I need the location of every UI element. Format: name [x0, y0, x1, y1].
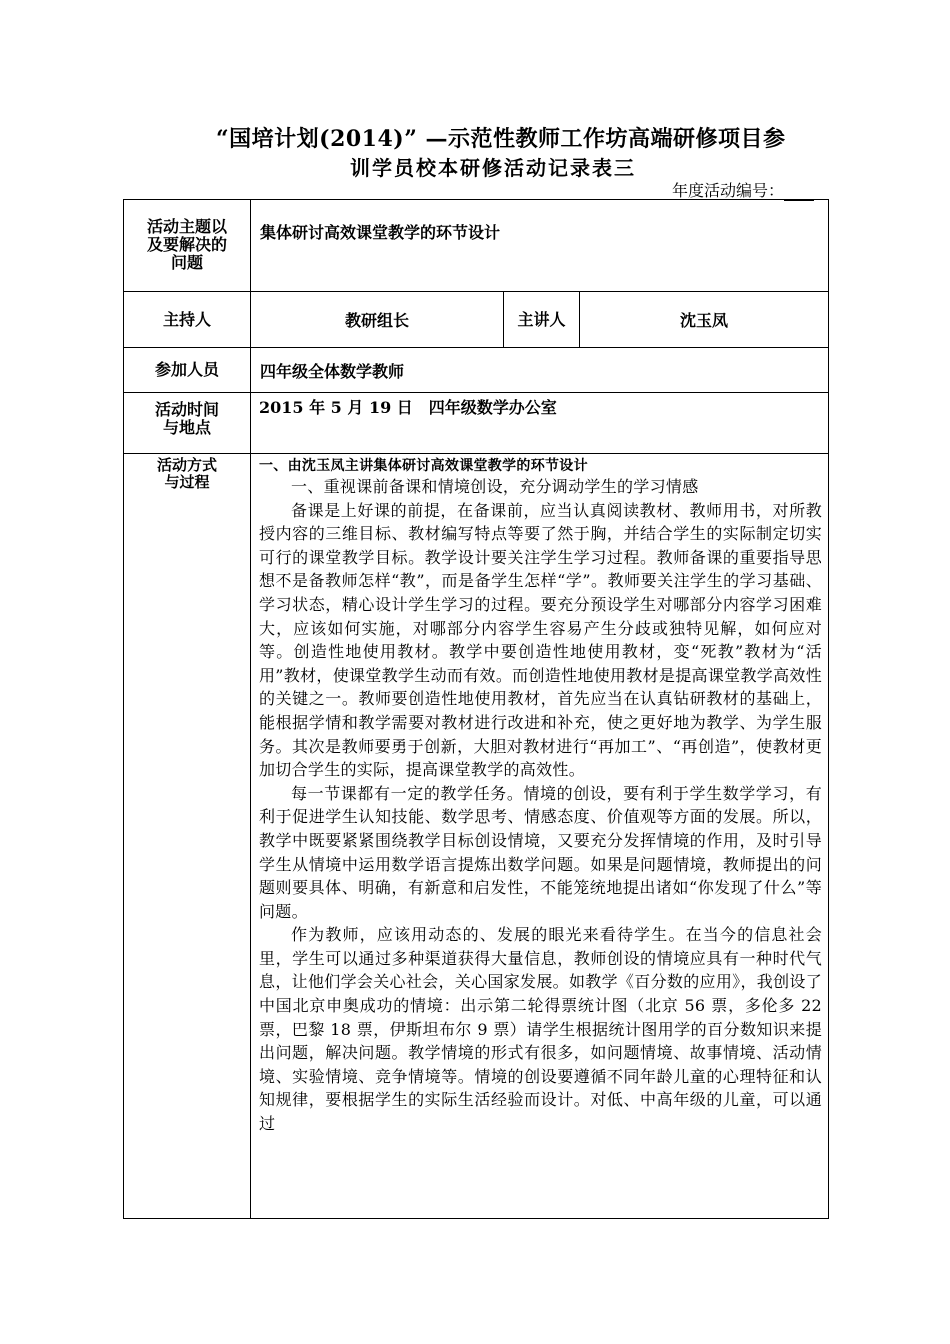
paragraph-2: 每一节课都有一定的教学任务。情境的创设，要有利于学生数学学习，有利于促进学生认知技能、数学思考、情感态度、价值观等方面的发展。所以，教学中既要紧紧围绕教学目标创设情境，又要充分发挥情境的作用，及时引导学生从情境中运用数学语言提炼出数学问题。如果是问题情境，教师提出的问题则要具体、明确，有新意和启发性，不能笼统地提出诸如“你发现了什么”等问题。 [259, 783, 823, 921]
row-process [124, 454, 829, 1219]
time-place-label: 活动时间与地点 [154, 400, 219, 437]
process-label: 活动方式与过程 [156, 456, 217, 491]
row-time-place [124, 393, 829, 454]
participants-label: 参加人员 [124, 348, 251, 393]
section-title: 一、由沈玉凤主讲集体研讨高效课堂教学的环节设计 [259, 458, 588, 474]
process-label-cell [124, 454, 251, 1219]
document-title-line1: “国培计划(2014)” —示范性教师工作坊高端研修项目参 [216, 126, 786, 152]
host-label: 主持人 [124, 292, 251, 348]
row-topic [124, 200, 829, 292]
participants-value: 四年级全体数学教师 [251, 348, 829, 393]
time-place-label-cell [124, 393, 251, 454]
topic-label: 活动主题以及要解决的问题 [147, 217, 228, 272]
subheading: 一、重视课前备课和情境创设，充分调动学生的学习情感 [291, 477, 699, 496]
process-content [251, 454, 829, 1219]
activity-code-label: 年度活动编号： [672, 181, 785, 200]
row-participants [124, 348, 829, 393]
topic-value: 集体研讨高效课堂教学的环节设计 [251, 200, 829, 292]
time-place-value: 2015 年 5 月 19 日 四年级数学办公室 [251, 393, 829, 454]
document-title-line2: 训学员校本研修活动记录表三 [350, 156, 636, 180]
paragraph-1: 备课是上好课的前提，在备课前，应当认真阅读教材、教师用书，对所教授内容的三维目标、教材编写特点等要了然于胸，并结合学生的实际制定切实可行的课堂教学目标。教学设计要关注学生学习过程。教师备课的重要指导思想不是备教师怎样“教”，而是备学生怎样“学”。教师要关注学生的学习基础、学习状态，精心设计学生学习的过程。要充分预设学生对哪部分内容学习困难大，应该如何实施，对哪部分内容学生容易产生分歧或独特见解，如何应对等。创造性地使用教材。教学中要创造性地使用教材，变“死教”教材为“活用”教材，使课堂教学生动而有效。而创造性地使用教材是提高课堂教学高效性的关键之一。教师要创造性地使用教材，首先应当在认真钻研教材的基础上，能根据学情和教学需要对教材进行改进和补充，使之更好地为教学、为学生服务。其次是教师要勇于创新，大胆对教材进行“再加工”、“再创造”，使教材更加切合学生的实际，提高课堂教学的高效性。 [259, 500, 823, 780]
activity-code [672, 178, 814, 201]
host-value: 教研组长 [251, 292, 504, 348]
row-host [124, 292, 829, 348]
activity-record-table [123, 199, 829, 1219]
paragraph-3: 作为教师，应该用动态的、发展的眼光来看待学生。在当今的信息社会里，学生可以通过多种渠道获得大量信息，教师创设的情境应具有一种时代气息，让他们学会关心社会，关心国家发展。如教学《百分数的应用》，我创设了中国北京申奥成功的情境：出示第二轮得票统计图（北京 56 票，多伦多 22 票，巴黎 18 票，伊斯坦布尔 9 票）请学生根据统计图用学的百分数知识来提出问题，解决问题。教学情境的形式有很多，如问题情境、故事情境、活动情境、实验情境、竞争情境等。情境的创设要遵循不同年龄儿童的心理特征和认知规律，要根据学生的实际生活经验而设计。对低、中高年级的儿童，可以通过 [259, 925, 823, 1134]
speaker-label: 主讲人 [504, 292, 580, 348]
speaker-value: 沈玉凤 [580, 292, 829, 348]
topic-label-cell [124, 200, 251, 292]
